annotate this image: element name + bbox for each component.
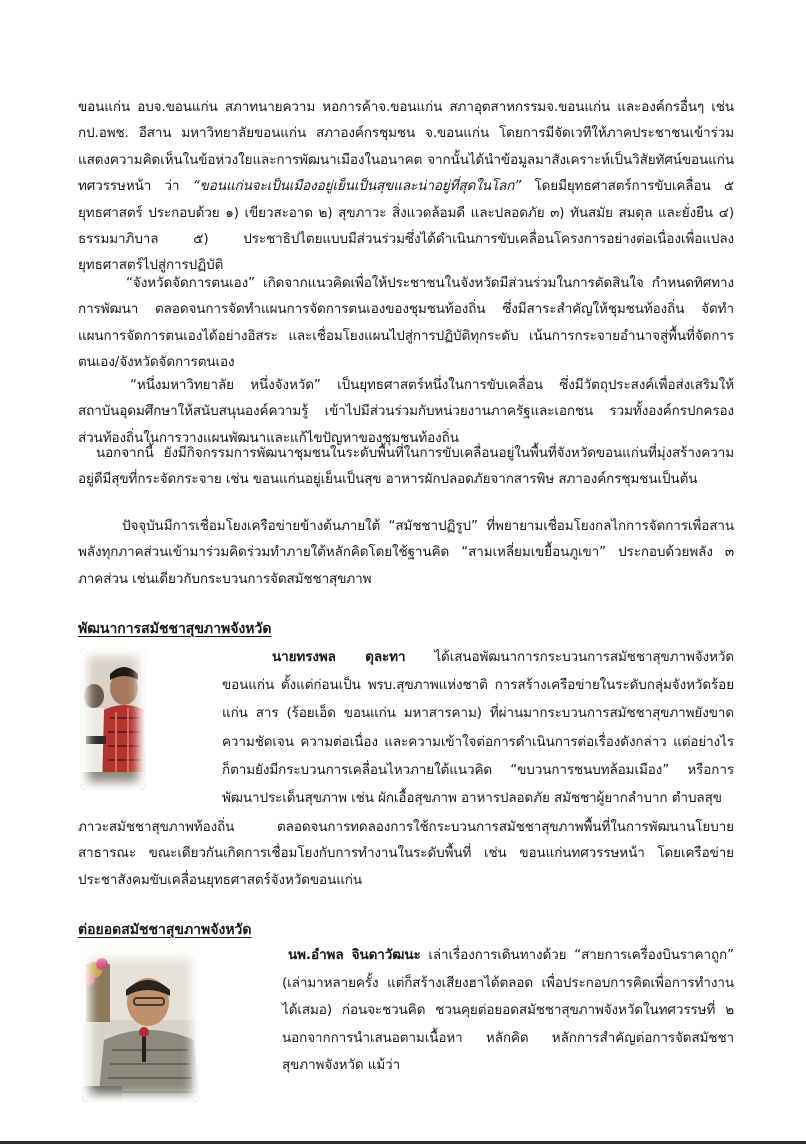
- speaker-name-songphon: นายทรงพล ตุละทา: [272, 649, 406, 665]
- songphon-text: ได้เสนอพัฒนาการกระบวนการสมัชชาสุขภาพจังหวัดขอนแก่น ตั้งแต่ก่อนเป็น พรบ.สุขภาพแห่งชาติ การสร้างเครือข่ายในระดับกลุ่มจังหวัดร้อยแก่น สาร (ร้อยเอ็ด ขอนแก่น มหาสารคาม) ที่ผ่านมากระบวนการสมัชชาสุขภาพยังขาดความชัดเจน ความต่อเนื่อง และความเข้าใจต่อการดำเนินการต่อเรื่องดังกล่าว แต่อย่างไรก็ตามยังมีกระบวนการเคลื่อนไหวภายใต้แนวคิด “ขบวนการชนบทล้อมเมือง” หรือการพัฒนาประเด็นสุขภาพ เช่น ผักเอื้อสุขภาพ อาหารปลอดภัย สมัชชาผู้ยากลำบาก ตำบลสุข: [222, 649, 734, 807]
- speaker-photo-songphon: [80, 648, 146, 790]
- intro-paragraph: [78, 94, 734, 279]
- speaker-photo-amphon: [82, 950, 200, 1102]
- activities-paragraph: นอกจากนี้ ยังมีกิจกรรมการพัฒนาชุมชนในระดับพื้นที่ในการขับเคลื่อนอยู่ในพื้นที่จังหวัดขอนแก่นที่มุ่งสร้างความอยู่ดีมีสุขที่กระจัดกระจาย เช่น ขอนแก่นอยู่เย็นเป็นสุข อาหารผักปลอดภัยจากสารพิษ สภาองค์กรชุมชนเป็นต้น: [78, 445, 734, 488]
- university-paragraph: “หนึ่งมหาวิทยาลัย หนึ่งจังหวัด” เป็นยุทธศาสตร์หนึ่งในการขับเคลื่อน ซึ่งมีวัตถุประสงค์เพื่อส่งเสริมให้สถาบันอุดมศึกษาให้สนับสนุนองค์ความรู้ เข้าไปมีส่วนร่วมกับหน่วยงานภาครัฐและเอกชน รวมทั้งองค์กรปกครองส่วนท้องถิ่นในการวางแผนพัฒนาและแก้ไขปัญหาของชุมชนท้องถิ่น: [78, 377, 734, 446]
- speaker-name-amphon: นพ.อำพล จินดาวัฒนะ: [288, 947, 421, 963]
- section-heading-extension: ต่อยอดสมัชชาสุขภาพจังหวัด: [78, 922, 252, 938]
- vision-quote: “ขอนแก่นจะเป็นเมืองอยู่เย็นเป็นสุขและน่าอยู่ที่สุดในโลก”: [192, 178, 522, 195]
- songphon-paragraph: [222, 643, 734, 812]
- intro-text-continued: โดยมียุทธศาสตร์การขับเคลื่อน ๕ ยุทธศาสตร์ ประกอบด้วย ๑) เขียวสะอาด ๒) สุขภาวะ สิ่งแวดล้อมดี และปลอดภัย ๓) ทันสมัย สมดุล และยั่งยืน ๔) ธรรมมาภิบาล ๕) ประชาธิปไตยแบบมีส่วนร่วมซึ่งได้ดำเนินการขับเคลื่อนโครงการอย่างต่อเนื่องเพื่อแปลงยุทธศาสตร์ไปสู่การปฏิบัติ: [78, 178, 734, 274]
- songphon-continuation: ภาวะสมัชชาสุขภาพท้องถิ่น ตลอดจนการทดลองการใช้กระบวนการสมัชชาสุขภาพพื้นที่ในการพัฒนานโยบายสาธารณะ ขณะเดียวกันเกิดการเชื่อมโยงกับการทำงานในระดับพื้นที่ เช่น ขอนแก่นทศวรรษหน้า โดยเครือข่ายประชาสังคมขับเคลื่อนยุทธศาสตร์จังหวัดขอนแก่น: [78, 819, 734, 888]
- network-paragraph: ปัจจุบันมีการเชื่อมโยงเครือข่ายข้างต้นภายใต้ “สมัชชาปฏิรูป” ที่พยายามเชื่อมโยงกลไกการจัดการเพื่อสานพลังทุกภาคส่วนเข้ามาร่วมคิดร่วมทำภายใต้หลักคิดโดยใช้ฐานคิด “สามเหลี่ยมเขยื้อนภูเขา” ประกอบด้วยพลัง ๓ ภาคส่วน เช่นเดียวกับกระบวนการจัดสมัชชาสุขภาพ: [78, 518, 734, 587]
- amphon-paragraph: [282, 942, 734, 1080]
- amphon-text: เล่าเรื่องการเดินทางด้วย “สายการเครื่องบินราคาถูก” (เล่ามาหลายครั้ง แต่ก็สร้างเสียงฮาได้ตลอด เพื่อประกอบการคิดเพื่อการทำงานได้เสมอ) ก่อนจะชวนคิด ชวนคุยต่อยอดสมัชชาสุขภาพจังหวัดในทศวรรษที่ ๒ นอกจากการนำเสนอตามเนื้อหา หลักคิด หลักการสำคัญต่อการจัดสมัชชาสุขภาพจังหวัด แม้ว่า: [282, 947, 734, 1073]
- self-governing-paragraph: “จังหวัดจัดการตนเอง” เกิดจากแนวคิดเพื่อให้ประชาชนในจังหวัดมีส่วนร่วมในการตัดสินใจ กำหนดทิศทางการพัฒนา ตลอดจนการจัดทำแผนการจัดการตนเองของชุมชนท้องถิ่น ซึ่งมีสาระสำคัญให้ชุมชนท้องถิ่น จัดทำแผนการจัดการตนเองได้อย่างอิสระ และเชื่อมโยงแผนไปสู่การปฏิบัติทุกระดับ เน้นการกระจายอำนาจสู่พื้นที่จัดการตนเอง/จังหวัดจัดการตนเอง: [78, 275, 734, 371]
- intro-text: ขอนแก่น อบจ.ขอนแก่น สภาทนายความ หอการค้าจ.ขอนแก่น สภาอุตสาหกรรมจ.ขอนแก่น และองค์กรอื่นๆ เช่น กป.อพช. อีสาน มหาวิทยาลัยขอนแก่น สภาองค์กรชุมชน จ.ขอนแก่น โดยการมีจัดเวทีให้ภาคประชาชนเข้าร่วมแสดงความคิดเห็นในข้อห่วงใยและการพัฒนาเมืองในอนาคต จากนั้นได้นำข้อมูลมาสังเคราะห์เป็นวิสัยทัศน์ขอนแก่นทศวรรษหน้า ว่า: [78, 99, 734, 195]
- section-heading-development: พัฒนาการสมัชชาสุขภาพจังหวัด: [78, 621, 272, 637]
